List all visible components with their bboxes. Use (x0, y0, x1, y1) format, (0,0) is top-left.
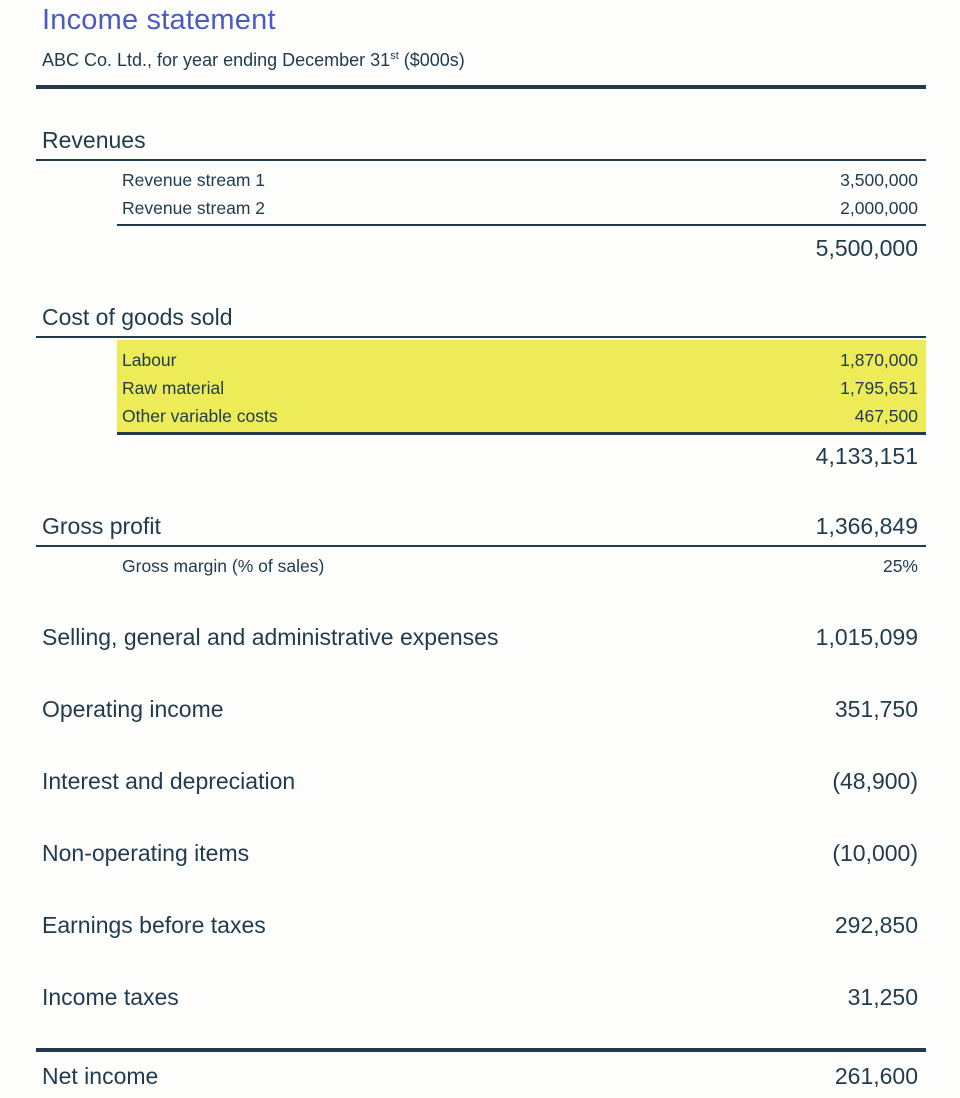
gross-margin-label: Gross margin (% of sales) (122, 556, 325, 576)
cogs-heading: Cost of goods sold (42, 304, 233, 330)
line-item-label: Operating income (42, 696, 224, 722)
net-income-label: Net income (42, 1063, 159, 1089)
gross-margin-row (36, 552, 926, 580)
revenues-heading: Revenues (42, 127, 146, 153)
cogs-highlighted-items (117, 340, 926, 435)
line-item-label: Income taxes (42, 984, 179, 1010)
revenue-item-value: 2,000,000 (840, 198, 918, 218)
cogs-item-value: 1,795,651 (840, 378, 918, 398)
non-operating-items-row (36, 838, 926, 868)
net-income-divider (36, 1048, 926, 1052)
revenues-heading-divider (36, 159, 926, 161)
gross-profit-divider (36, 545, 926, 547)
cogs-item-label: Labour (122, 350, 177, 370)
gross-margin-value: 25% (882, 556, 918, 576)
subtitle-superscript: st (390, 50, 399, 62)
income-taxes-row (36, 982, 926, 1012)
page-title: Income statement (42, 4, 276, 36)
interest-depreciation-row (36, 766, 926, 796)
cogs-item-label: Raw material (122, 378, 225, 398)
sga-expenses-row (36, 622, 926, 652)
line-item-value: (48,900) (832, 768, 918, 794)
line-item-value: (10,000) (832, 840, 918, 866)
header-divider (36, 85, 926, 89)
revenues-subtotal-divider (117, 224, 926, 226)
line-item-label: Interest and depreciation (42, 768, 296, 794)
table-row (117, 402, 926, 430)
gross-profit-label: Gross profit (42, 513, 161, 539)
revenue-item-value: 3,500,000 (840, 170, 918, 190)
operating-income-row (36, 694, 926, 724)
net-income-value: 261,600 (834, 1063, 918, 1089)
revenues-total: 5,500,000 (815, 235, 918, 261)
cogs-heading-divider (36, 336, 926, 338)
cogs-item-label: Other variable costs (122, 406, 278, 426)
line-item-label: Earnings before taxes (42, 912, 266, 938)
revenue-item-label: Revenue stream 1 (122, 170, 265, 190)
table-row (36, 166, 926, 194)
table-row (117, 346, 926, 374)
cogs-item-value: 467,500 (854, 406, 918, 426)
line-item-value: 351,750 (834, 696, 918, 722)
document-subtitle (36, 44, 926, 72)
earnings-before-taxes-row (36, 910, 926, 940)
subtitle-prefix: ABC Co. Ltd., for year ending December 31 (42, 50, 391, 70)
net-income-row (36, 1061, 926, 1091)
line-item-value: 1,015,099 (815, 624, 918, 650)
cogs-item-value: 1,870,000 (840, 350, 918, 370)
line-item-label: Selling, general and administrative expenses (42, 624, 499, 650)
line-item-label: Non-operating items (42, 840, 250, 866)
subtitle-suffix: ($000s) (398, 50, 465, 70)
cogs-total: 4,133,151 (815, 443, 918, 469)
revenues-items (36, 166, 926, 222)
line-item-value: 292,850 (834, 912, 918, 938)
line-item-value: 31,250 (847, 984, 918, 1010)
table-row (117, 374, 926, 402)
gross-profit-row (36, 511, 926, 541)
gross-profit-value: 1,366,849 (815, 513, 918, 539)
revenue-item-label: Revenue stream 2 (122, 198, 265, 218)
table-row (36, 194, 926, 222)
